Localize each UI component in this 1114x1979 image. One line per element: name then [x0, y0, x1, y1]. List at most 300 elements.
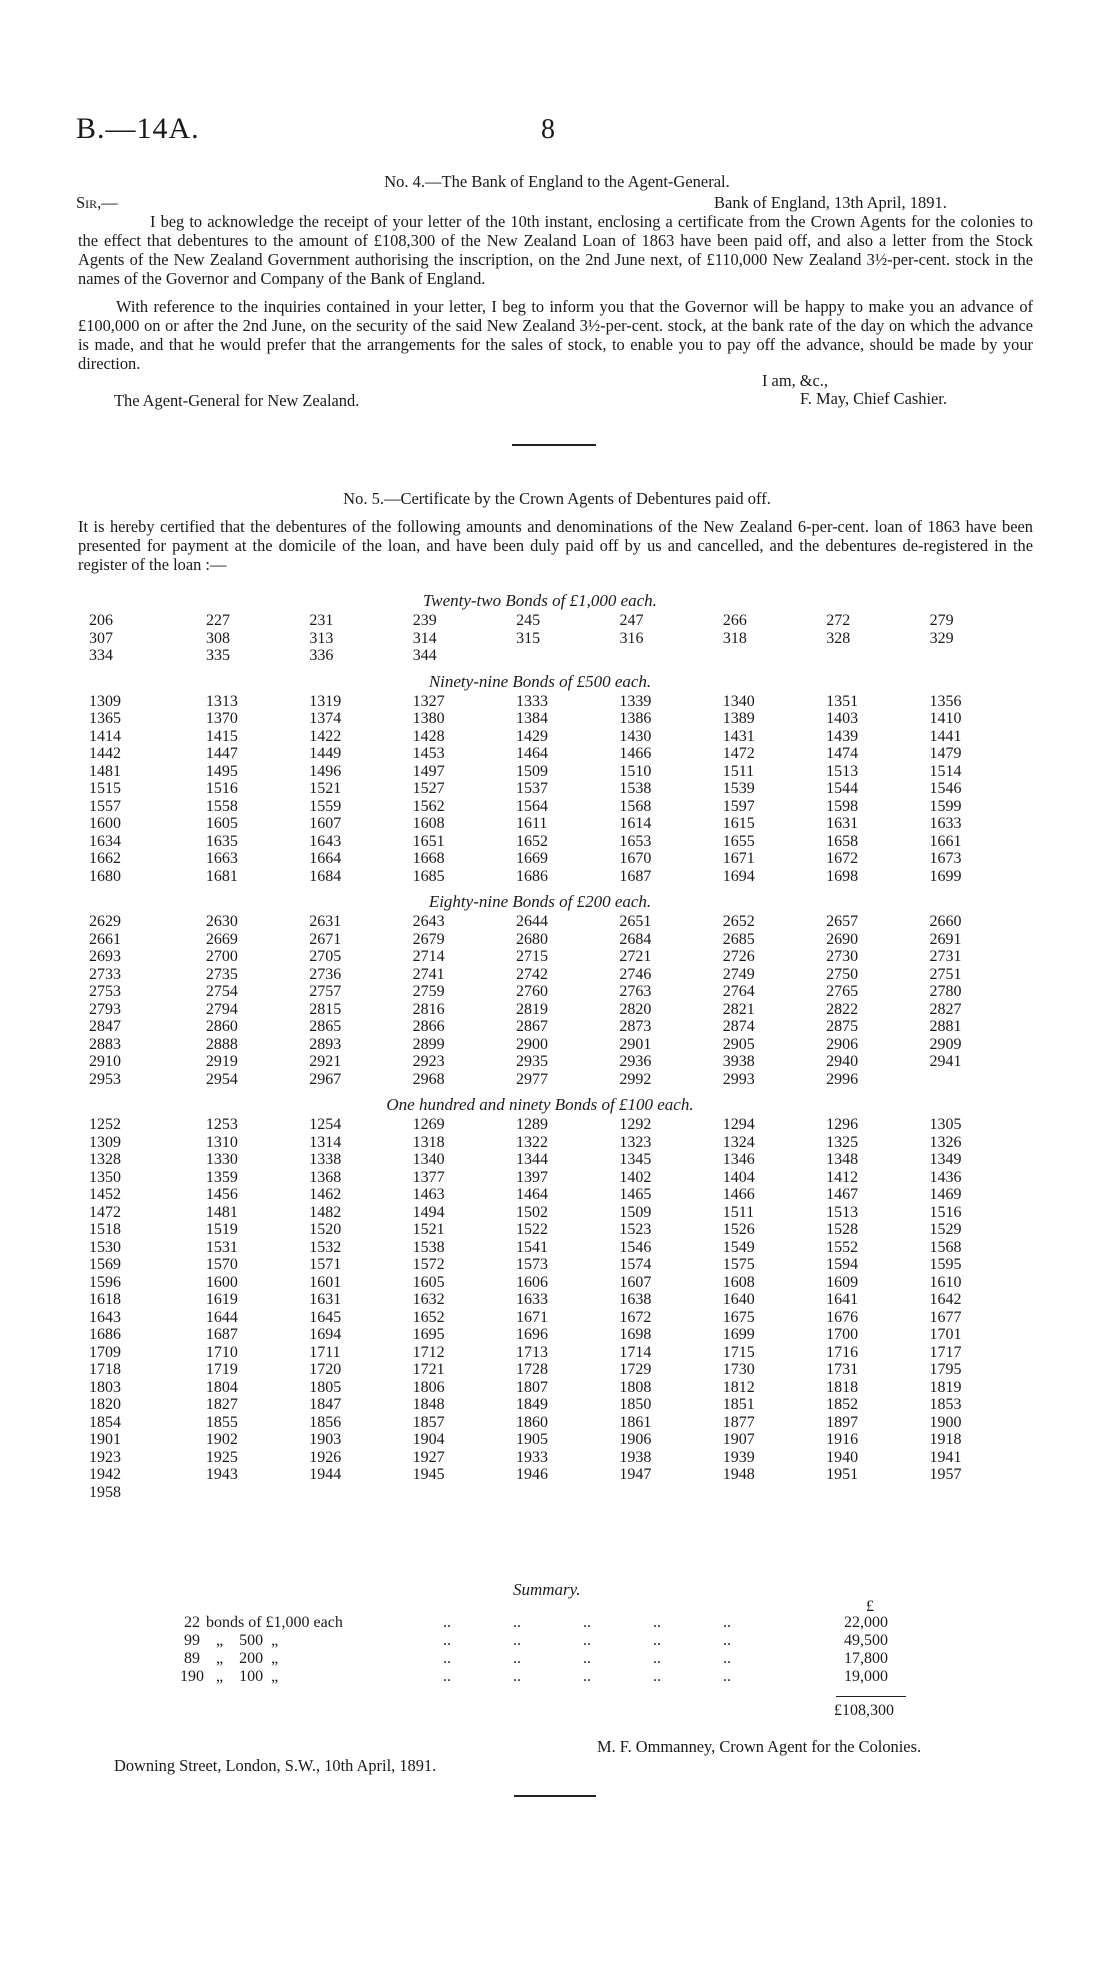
- letter-4-signature: F. May, Chief Cashier.: [800, 389, 947, 408]
- bond-number: 1596: [89, 1273, 121, 1291]
- summary-row: [180, 1668, 910, 1686]
- bond-number: 1465: [619, 1186, 652, 1203]
- bond-number: 1938: [619, 1448, 652, 1466]
- bond-number: 2631: [309, 913, 342, 930]
- bond-number: 344: [412, 647, 437, 664]
- bond-number: 1351: [826, 692, 859, 710]
- bond-number: 335: [205, 647, 230, 664]
- bond-number: 1684: [309, 867, 342, 885]
- bond-number: 1631: [309, 1291, 342, 1308]
- bond-number: 1710: [205, 1343, 238, 1361]
- bond-number: [798, 647, 901, 665]
- bond-number: 2714: [412, 948, 445, 965]
- bond-number: 1456: [205, 1186, 238, 1203]
- bond-number: 1918: [929, 1431, 962, 1448]
- bond-number: 245: [516, 612, 541, 629]
- bond-number: 1849: [516, 1396, 548, 1413]
- bond-number: 1541: [516, 1238, 548, 1256]
- page-number: 8: [541, 114, 555, 145]
- bond-number: 1344: [516, 1151, 548, 1168]
- bond-number: 2821: [722, 1000, 755, 1018]
- bond-number: 1546: [929, 780, 962, 797]
- table-row: [75, 798, 1005, 816]
- bond-number: 1720: [309, 1361, 342, 1378]
- bond-number: 1539: [722, 780, 755, 797]
- bond-number: 1652: [412, 1308, 445, 1326]
- bond-number: 1687: [619, 867, 652, 885]
- summary-leader: ..: [653, 1632, 661, 1649]
- bond-number: 1462: [309, 1186, 342, 1203]
- bond-number: 1698: [826, 867, 859, 885]
- bond-number: 2763: [619, 983, 652, 1000]
- bond-number: 1711: [309, 1343, 341, 1361]
- summary-label: „ 100 „: [216, 1668, 279, 1685]
- bond-group-title: One hundred and ninety Bonds of £100 each.: [386, 1095, 694, 1114]
- table-row: [75, 1309, 1005, 1327]
- bond-number: 2819: [516, 1000, 548, 1018]
- bond-number: 1644: [205, 1308, 238, 1326]
- bond-number: 2679: [412, 930, 445, 948]
- table-row: [75, 647, 1005, 665]
- bond-number: 2660: [929, 913, 962, 930]
- bond-number: 1309: [89, 1133, 121, 1151]
- bond-number: [488, 1484, 591, 1502]
- table-row: [75, 983, 1005, 1001]
- table-row: [75, 1018, 1005, 1036]
- bond-number: 227: [205, 612, 230, 629]
- bond-number: 2742: [516, 965, 548, 983]
- bond-number: 1422: [309, 727, 342, 745]
- summary-leader: ..: [653, 1668, 661, 1685]
- bond-number: 1600: [205, 1273, 238, 1291]
- bond-number: 2901: [619, 1035, 652, 1053]
- bond-number: 1670: [619, 850, 652, 867]
- bond-number: 1701: [929, 1326, 962, 1343]
- bond-number: 1495: [205, 762, 238, 780]
- bond-number: 2705: [309, 948, 342, 965]
- table-row: [75, 1116, 1005, 1134]
- table-row: [75, 1053, 1005, 1071]
- bond-number: 1528: [826, 1221, 859, 1238]
- bond-number: 1731: [826, 1361, 859, 1378]
- bond-number: 1808: [619, 1378, 652, 1396]
- bond-number: 1340: [722, 692, 755, 710]
- summary-count: 22: [184, 1614, 200, 1631]
- bond-number: 308: [205, 629, 230, 647]
- bond-number: 1730: [722, 1361, 755, 1378]
- table-row: [75, 931, 1005, 949]
- bond-number: 1449: [309, 745, 342, 762]
- bond-number: 1289: [516, 1116, 548, 1133]
- bond-number: 2967: [309, 1070, 342, 1088]
- bond-number: 1618: [89, 1291, 121, 1308]
- bond-number: 2629: [89, 913, 121, 930]
- bond-number: 1253: [205, 1116, 238, 1133]
- summary-row: [180, 1632, 910, 1650]
- bond-number: 1916: [826, 1431, 859, 1448]
- bond-number: 2993: [722, 1070, 755, 1088]
- bond-number: 1511: [722, 762, 755, 780]
- table-row: [75, 693, 1005, 711]
- letter-4-paragraph-1: I beg to acknowledge the receipt of your letter of the 10th instant, enclosing a certificate from the Crown Agents for the colonies to the effect that debentures to the amount of £108,300 of the New Zealand Loan of 1863 have been paid off, and also a letter from the Stock Agents of the New Zealand Government authorising the inscription, on the 2nd June next, of £110,000 New Zealand 3½-per-cent. stock in the names of the Governor and Company of the Bank of England.: [78, 212, 1033, 288]
- table-row: [75, 1274, 1005, 1292]
- table-row: [75, 728, 1005, 746]
- bond-number: 1441: [929, 727, 962, 745]
- bond-number: 1557: [89, 797, 121, 815]
- bond-number: 1571: [309, 1256, 342, 1273]
- bond-number: [488, 647, 591, 665]
- bond-number: 1699: [929, 867, 962, 885]
- bond-number: 1820: [89, 1396, 121, 1413]
- bond-number: 1643: [89, 1308, 121, 1326]
- bond-number: 266: [722, 612, 747, 629]
- bond-number: 1356: [929, 692, 962, 710]
- bond-number: 2644: [516, 913, 548, 930]
- bond-number: 1857: [412, 1413, 445, 1431]
- bond-number: 1522: [516, 1221, 548, 1238]
- bond-number: 2693: [89, 948, 121, 965]
- bond-number: 1521: [412, 1221, 445, 1238]
- table-row: [75, 1169, 1005, 1187]
- bond-number: 1510: [619, 762, 652, 780]
- bond-number: 1254: [309, 1116, 342, 1133]
- bond-number: 1927: [412, 1448, 445, 1466]
- bond-number: 336: [309, 647, 334, 664]
- bond-number: 1860: [516, 1413, 548, 1431]
- bond-number: 307: [89, 629, 113, 647]
- bond-number: 2883: [89, 1035, 121, 1053]
- bond-number: 1925: [205, 1448, 238, 1466]
- bond-number: 1658: [826, 832, 859, 850]
- bond-number: 1365: [89, 710, 121, 727]
- bond-number: 1850: [619, 1396, 652, 1413]
- bond-number: 1330: [205, 1151, 238, 1168]
- bond-number: 2726: [722, 948, 755, 965]
- bond-number: 1345: [619, 1151, 652, 1168]
- bond-number: 1698: [619, 1326, 652, 1343]
- bond-number: 2736: [309, 965, 342, 983]
- bond-number: 1957: [929, 1466, 962, 1483]
- bond-number: 1389: [722, 710, 755, 727]
- bond-number: 2822: [826, 1000, 859, 1018]
- bond-number: 1325: [826, 1133, 859, 1151]
- bond-number: 1296: [826, 1116, 859, 1133]
- bond-number: 1673: [929, 850, 962, 867]
- bond-number: 1514: [929, 762, 962, 780]
- bond-number: 1803: [89, 1378, 121, 1396]
- bond-number: 1606: [516, 1273, 548, 1291]
- certificate-5-intro: It is hereby certified that the debentures of the following amounts and denominations of the New Zealand 6-per-cent. loan of 1863 have been presented for payment at the domicile of the loan, and have been duly paid off by us and cancelled, and the debentures de-registered in the register of the loan :—: [78, 517, 1033, 574]
- bond-number: 1633: [929, 815, 962, 832]
- bond-number: 1712: [412, 1343, 445, 1361]
- bond-number: 1676: [826, 1308, 859, 1326]
- summary-label: „ 500 „: [216, 1632, 279, 1649]
- bond-group: [75, 891, 1005, 1088]
- bond-number: 1904: [412, 1431, 445, 1448]
- bond-number: 1958: [89, 1483, 121, 1501]
- bond-number: 1897: [826, 1413, 859, 1431]
- bond-number: 2905: [722, 1035, 755, 1053]
- bond-number: 1939: [722, 1448, 755, 1466]
- bond-number: 1570: [205, 1256, 238, 1273]
- bond-number: 2847: [89, 1018, 121, 1035]
- bond-number: 1933: [516, 1448, 548, 1466]
- bond-number: 1338: [309, 1151, 342, 1168]
- bond-number: 2765: [826, 983, 859, 1000]
- bond-number-table: [75, 1116, 1005, 1501]
- bond-number: 1672: [826, 850, 859, 867]
- bond-number: 1410: [929, 710, 962, 727]
- bond-number: 1699: [722, 1326, 755, 1343]
- bond-number: 1327: [412, 692, 445, 710]
- bond-number: 1905: [516, 1431, 548, 1448]
- bond-number: 1309: [89, 692, 121, 710]
- bond-number: 2968: [412, 1070, 445, 1088]
- bond-number: 1632: [412, 1291, 445, 1308]
- bond-number: 1645: [309, 1308, 342, 1326]
- bond-number: 2820: [619, 1000, 652, 1018]
- bond-number: 1558: [205, 797, 238, 815]
- bond-number: 2757: [309, 983, 342, 1000]
- bond-number: 2874: [722, 1018, 755, 1035]
- bond-number: 1804: [205, 1378, 238, 1396]
- bond-number: [902, 1071, 1006, 1089]
- bond-number: 1853: [929, 1396, 962, 1413]
- bond-number: 1519: [205, 1221, 238, 1238]
- table-row: [75, 780, 1005, 798]
- table-row: [75, 1379, 1005, 1397]
- bond-number: 316: [619, 629, 644, 647]
- bond-number: 1805: [309, 1378, 342, 1396]
- bond-number: 2684: [619, 930, 652, 948]
- bond-number: 1313: [205, 692, 238, 710]
- bond-number: 1538: [412, 1238, 445, 1256]
- table-row: [75, 913, 1005, 931]
- bond-number: 2749: [722, 965, 755, 983]
- table-row: [75, 1001, 1005, 1019]
- bond-number: 1516: [205, 780, 238, 797]
- bond-number: 1851: [722, 1396, 755, 1413]
- bond-number: 1694: [722, 867, 755, 885]
- bond-number: 1562: [412, 797, 445, 815]
- summary-leader: ..: [583, 1632, 591, 1649]
- bond-number: 1728: [516, 1361, 548, 1378]
- bond-number: 1948: [722, 1466, 755, 1483]
- bond-number: 2741: [412, 965, 445, 983]
- bond-number: 1906: [619, 1431, 652, 1448]
- bond-number: 1605: [205, 815, 238, 832]
- bond-number: 1619: [205, 1291, 238, 1308]
- table-row: [75, 1361, 1005, 1379]
- table-row: [75, 1396, 1005, 1414]
- bond-number: 329: [929, 629, 954, 647]
- summary-leader: ..: [443, 1614, 451, 1631]
- bond-number: 1663: [205, 850, 238, 867]
- bond-number: 1574: [619, 1256, 652, 1273]
- bond-number: 1635: [205, 832, 238, 850]
- table-row: [75, 1326, 1005, 1344]
- bond-number: 2669: [205, 930, 238, 948]
- bond-number: 1651: [412, 832, 445, 850]
- summary-leader: ..: [583, 1614, 591, 1631]
- bond-number: 1633: [516, 1291, 548, 1308]
- bond-number: 1598: [826, 797, 859, 815]
- bond-number: 1901: [89, 1431, 121, 1448]
- summary-leader: ..: [443, 1668, 451, 1685]
- bond-number: 1559: [309, 797, 342, 815]
- summary-label: bonds of £1,000 each: [206, 1614, 343, 1631]
- table-row: [75, 1449, 1005, 1467]
- bond-number: 1532: [309, 1238, 342, 1256]
- bond-number: 1472: [722, 745, 755, 762]
- summary-leader: ..: [653, 1614, 661, 1631]
- bond-number: 1569: [89, 1256, 121, 1273]
- bond-number: [591, 647, 694, 665]
- bond-number: 1374: [309, 710, 342, 727]
- bond-number: 2977: [516, 1070, 548, 1088]
- bond-number: 2746: [619, 965, 652, 983]
- bond-number: 1509: [619, 1203, 652, 1221]
- bond-number: 1640: [722, 1291, 755, 1308]
- bond-number: [695, 647, 798, 665]
- summary-leader: ..: [583, 1668, 591, 1685]
- bond-number: 1926: [309, 1448, 342, 1466]
- bond-number: 1607: [309, 815, 342, 832]
- bond-number: 1714: [619, 1343, 652, 1361]
- summary-leader: ..: [723, 1614, 731, 1631]
- bond-number: 1538: [619, 780, 652, 797]
- bond-number: 1947: [619, 1466, 652, 1483]
- bond-number: 2923: [412, 1053, 445, 1070]
- bond-number: 1631: [826, 815, 859, 832]
- salutation: Sir,—: [76, 193, 118, 212]
- bond-number: 2733: [89, 965, 121, 983]
- summary-leader: ..: [443, 1650, 451, 1667]
- bond-number: 1575: [722, 1256, 755, 1273]
- bond-number: 2910: [89, 1053, 121, 1070]
- bond-number: 1502: [516, 1203, 548, 1221]
- bond-number: 2827: [929, 1000, 962, 1018]
- bond-number: 1318: [412, 1133, 445, 1151]
- bond-number: 2941: [929, 1053, 962, 1070]
- bond-number: 1594: [826, 1256, 859, 1273]
- bond-number: 1359: [205, 1168, 238, 1186]
- bond-number: 1672: [619, 1308, 652, 1326]
- bond-number: 2759: [412, 983, 445, 1000]
- summary-amount: 19,000: [844, 1668, 888, 1685]
- bond-number: 1339: [619, 692, 652, 710]
- bond-number: 2906: [826, 1035, 859, 1053]
- bond-number: 1608: [722, 1273, 755, 1291]
- bond-number: 1686: [516, 867, 548, 885]
- bond-number: 1252: [89, 1116, 121, 1133]
- bond-number: 1527: [412, 780, 445, 797]
- bond-number: 1333: [516, 692, 548, 710]
- bond-number: 1511: [722, 1203, 755, 1221]
- letter-4-paragraph-2: With reference to the inquiries contained in your letter, I beg to inform you that the Governor will be happy to make you an advance of £100,000 on or after the 2nd June, on the security of the said New Zealand 3½-per-cent. stock, at the bank rate of the day on which the advance is made, and that he would prefer that the arrangements for the sales of stock, to enable you to pay off the advance, should be made by your direction.: [78, 297, 1033, 373]
- bond-number: 1675: [722, 1308, 755, 1326]
- bond-number: 1655: [722, 832, 755, 850]
- bond-number: 2794: [205, 1000, 238, 1018]
- bond-number: 1326: [929, 1133, 962, 1151]
- bond-number: 2860: [205, 1018, 238, 1035]
- bond-number: 1854: [89, 1413, 121, 1431]
- bond-number: 1453: [412, 745, 445, 762]
- bond-number: 1269: [412, 1116, 445, 1133]
- bond-number: 1531: [205, 1238, 238, 1256]
- table-row: [75, 1221, 1005, 1239]
- bond-number: 239: [412, 612, 437, 629]
- bond-number: 1346: [722, 1151, 755, 1168]
- table-row: [75, 1414, 1005, 1432]
- bond-number: 2954: [205, 1070, 238, 1088]
- bond-number: 2652: [722, 913, 755, 930]
- summary-leader: ..: [513, 1632, 521, 1649]
- bond-group: [75, 590, 1005, 665]
- bond-number: 1669: [516, 850, 548, 867]
- summary-total-rule: [836, 1696, 906, 1697]
- bond-number: 1638: [619, 1291, 652, 1308]
- bond-number: 2685: [722, 930, 755, 948]
- bond-number: 1694: [309, 1326, 342, 1343]
- bond-group-title: Ninety-nine Bonds of £500 each.: [428, 671, 652, 691]
- bond-number: 2935: [516, 1053, 548, 1070]
- bond-number: 2893: [309, 1035, 342, 1053]
- bond-number: 1608: [412, 815, 445, 832]
- bond-number: 1464: [516, 1186, 548, 1203]
- bond-number: 2865: [309, 1018, 342, 1035]
- bond-number: 1523: [619, 1221, 652, 1238]
- bond-number: 1940: [826, 1448, 859, 1466]
- bond-number: 1402: [619, 1168, 652, 1186]
- bond-number: 1552: [826, 1238, 859, 1256]
- bond-number: 1572: [412, 1256, 445, 1273]
- bond-number: 1370: [205, 710, 238, 727]
- bond-number: 1377: [412, 1168, 445, 1186]
- bond-number: 1717: [929, 1343, 962, 1361]
- bond-number: 1607: [619, 1273, 652, 1291]
- summary-leader: ..: [443, 1632, 451, 1649]
- summary-leader: ..: [723, 1668, 731, 1685]
- table-row: [75, 763, 1005, 781]
- bond-number: 2764: [722, 983, 755, 1000]
- bond-number: 1847: [309, 1396, 342, 1413]
- section-divider: [512, 444, 596, 446]
- bond-number: 1806: [412, 1378, 445, 1396]
- letter-4-heading: No. 4.—The Bank of England to the Agent-General.: [384, 172, 730, 191]
- document-reference: B.—14A.: [76, 112, 200, 145]
- bond-number: 1729: [619, 1361, 652, 1378]
- bond-number: 1943: [205, 1466, 238, 1483]
- bond-number: 1537: [516, 780, 548, 797]
- bond-number: 1941: [929, 1448, 962, 1466]
- bond-number: 1643: [309, 832, 342, 850]
- bond-number: 1529: [929, 1221, 962, 1238]
- bond-number: 1340: [412, 1151, 445, 1168]
- summary-amount: 22,000: [844, 1614, 888, 1631]
- summary-count: 99: [184, 1632, 200, 1649]
- bond-number: 247: [619, 612, 644, 629]
- bond-number: 1661: [929, 832, 962, 850]
- bond-number-table: [75, 913, 1005, 1088]
- bond-number: 1951: [826, 1466, 859, 1483]
- bond-number: 1324: [722, 1133, 755, 1151]
- bond-number: 1463: [412, 1186, 445, 1203]
- bond-number: 2873: [619, 1018, 652, 1035]
- bond-number: 2875: [826, 1018, 859, 1035]
- bond-number: 2793: [89, 1000, 121, 1018]
- bond-number: 2721: [619, 948, 652, 965]
